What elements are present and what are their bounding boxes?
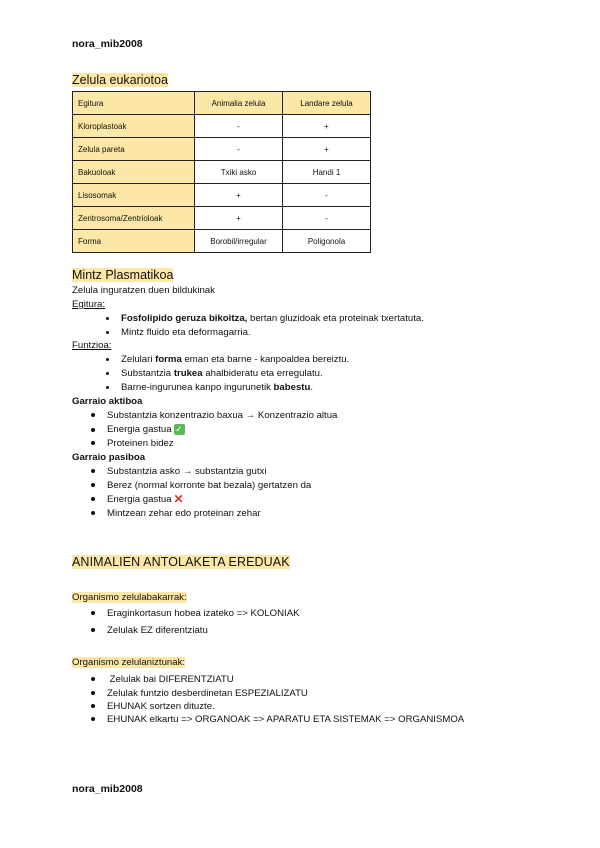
list-item: Zelulak EZ diferentziatu: [91, 625, 208, 636]
list-item: Berez (normal korronte bat bezala) gertatzen da: [91, 480, 311, 491]
list-item: Substantzia konzentrazio baxua → Konzentrazio altua: [91, 410, 337, 421]
bullet-icon: [91, 717, 95, 721]
bullet-icon: [106, 317, 109, 320]
bullet-icon: [106, 372, 109, 375]
bullet-icon: [91, 691, 95, 695]
table-row: [73, 161, 371, 184]
list-item: Substantzia asko → substantzia gutxi: [91, 466, 266, 477]
table-row: [73, 138, 371, 161]
list-item: Substantzia trukea ahalbideratu eta erregulatu.: [106, 368, 323, 379]
table-cell: Forma: [73, 230, 195, 253]
table-row: [73, 115, 371, 138]
header-author: nora_mib2008: [72, 38, 143, 50]
table-cell: -: [195, 138, 283, 161]
table-header-cell: Landare zelula: [283, 92, 371, 115]
table-cell: Kloroplastoak: [73, 115, 195, 138]
egitura-label: Egitura:: [72, 299, 106, 310]
list-item: Barne-ingurunea kanpo ingurunetik babestu.: [106, 382, 313, 393]
table-header-cell: Animalia zelula: [195, 92, 283, 115]
list-item: Zelulari forma eman eta barne - kanpoaldea bereiztu.: [106, 354, 349, 365]
list-item: Energia gastua ✕: [91, 494, 184, 505]
bullet-icon: [91, 441, 95, 445]
bullet-icon: [91, 704, 95, 708]
intro-text: Zelula inguratzen duen bildukinak: [72, 285, 215, 296]
bullet-icon: [91, 511, 95, 515]
check-icon: ✓: [175, 424, 183, 434]
table-cell: Bakuoloak: [73, 161, 195, 184]
table-cell: -: [195, 115, 283, 138]
table-cell: Poligonola: [283, 230, 371, 253]
table-cell: -: [283, 207, 371, 230]
list-item: Mintz fluido eta deformagarria.: [106, 327, 251, 338]
bullet-icon: [91, 413, 95, 417]
table-row: [73, 184, 371, 207]
section-title-animalien: ANIMALIEN ANTOLAKETA EREDUAK: [72, 555, 290, 569]
table-cell: Handi 1: [283, 161, 371, 184]
table-cell: Zentrosoma/Zentrioloak: [73, 207, 195, 230]
table-header-row: [73, 92, 371, 115]
table-header-cell: Egitura: [73, 92, 195, 115]
list-item: Energia gastua ✓: [91, 424, 185, 435]
table-cell: Borobil/irregular: [195, 230, 283, 253]
list-item: EHUNAK sortzen dituzte.: [91, 701, 215, 712]
cross-icon: ✕: [173, 492, 184, 507]
table-cell: Txiki asko: [195, 161, 283, 184]
bullet-icon: [91, 677, 95, 681]
table-cell: -: [283, 184, 371, 207]
table-cell: +: [195, 207, 283, 230]
table-row: [73, 207, 371, 230]
aktiboa-label: Garraio aktiboa: [72, 396, 143, 407]
table-cell: +: [283, 115, 371, 138]
list-item: Fosfolipido geruza bikoitza, bertan gluzidoak eta proteinak txertatuta.: [106, 313, 424, 324]
bullet-icon: [91, 497, 95, 501]
table-cell: +: [283, 138, 371, 161]
aniz-label: Organismo zelulaniztunak:: [72, 657, 186, 668]
footer-author: nora_mib2008: [72, 783, 143, 795]
bullet-icon: [91, 469, 95, 473]
bullet-icon: [106, 331, 109, 334]
table-row: [73, 230, 371, 253]
list-item: Eraginkortasun hobea izateko => KOLONIAK: [91, 608, 300, 619]
list-item: Zelulak funtzio desberdinetan ESPEZIALIZATU: [91, 688, 308, 699]
pasiboa-label: Garraio pasiboa: [72, 452, 146, 463]
bullet-icon: [106, 358, 109, 361]
bakar-label: Organismo zelulabakarrak:: [72, 592, 187, 603]
table-cell: Zelula pareta: [73, 138, 195, 161]
list-item: Mintzean zehar edo proteinan zehar: [91, 508, 261, 519]
table-cell: +: [195, 184, 283, 207]
bullet-icon: [106, 386, 109, 389]
list-item: Proteinen bidez: [91, 438, 174, 449]
table-cell: Lisosomak: [73, 184, 195, 207]
section-title-mintz: Mintz Plasmatikoa: [72, 268, 174, 282]
section-title-zelula: Zelula eukariotoa: [72, 73, 168, 87]
bullet-icon: [91, 628, 95, 632]
bullet-icon: [91, 611, 95, 615]
funtzioa-label: Funtzioa:: [72, 340, 112, 351]
bullet-icon: [91, 428, 95, 432]
bullet-icon: [91, 483, 95, 487]
comparison-table: [72, 91, 371, 253]
list-item: EHUNAK elkartu => ORGANOAK => APARATU ETA SISTEMAK => ORGANISMOA: [91, 714, 464, 725]
list-item: Zelulak bai DIFERENTZIATU: [91, 674, 234, 685]
